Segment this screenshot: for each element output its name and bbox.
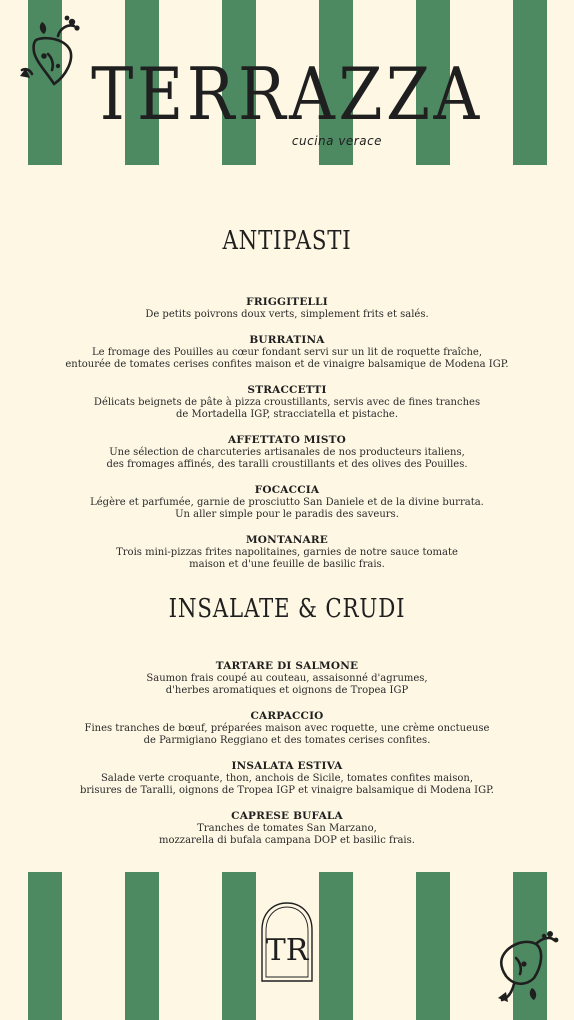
dish-name: FOCACCIA — [254, 484, 320, 496]
dish-description: Le fromage des Pouilles au cœur fondant servi sur un lit de roquette fraîche, — [91, 347, 483, 358]
monogram-letters: TR — [265, 933, 309, 968]
dish-name: BURRATINA — [249, 334, 325, 346]
section-title: INSALATE & CRUDI — [168, 594, 406, 624]
dish-name: INSALATA ESTIVA — [231, 760, 343, 772]
menu-item — [20, 384, 554, 421]
section-insalate-crudi — [20, 594, 554, 860]
dish-description: Trois mini-pizzas frites napolitaines, garnies de notre sauce tomate — [116, 547, 458, 558]
dish-name: FRIGGITELLI — [246, 296, 328, 308]
section-antipasti — [20, 226, 554, 584]
brand-tagline: cucina verace — [291, 134, 383, 148]
monogram-logo — [258, 900, 316, 984]
dish-name: CAPRESE BUFALA — [231, 810, 343, 822]
dish-description: d'herbes aromatiques et oignons de Tropea IGP — [165, 685, 409, 696]
floral-ornament-icon — [494, 928, 560, 1004]
menu-item — [20, 660, 554, 697]
menu-item — [20, 484, 554, 521]
dish-description: de Parmigiano Reggiano et des tomates cerises confites. — [143, 735, 431, 746]
dish-description: de Mortadella IGP, stracciatella et pistache. — [175, 409, 399, 420]
menu-item — [20, 296, 554, 321]
dish-name: TARTARE DI SALMONE — [215, 660, 359, 672]
header — [0, 52, 574, 148]
dish-description: des fromages affinés, des taralli croustillants et des olives des Pouilles. — [106, 459, 468, 470]
dish-description: Salade verte croquante, thon, anchois de Sicile, tomates confites maison, — [100, 773, 474, 784]
dish-description: Légère et parfumée, garnie de prosciutto San Daniele et de la divine burrata. — [90, 497, 484, 508]
dish-description: Fines tranches de bœuf, préparées maison avec roquette, une crème onctueuse — [84, 723, 490, 734]
dish-description: entourée de tomates cerises confites maison et de vinaigre balsamique de Modena IGP. — [65, 359, 509, 370]
dish-name: CARPACCIO — [250, 710, 324, 722]
dish-description: mozzarella di bufala campana DOP et basilic frais. — [159, 835, 415, 846]
menu-item — [20, 534, 554, 571]
dish-description: De petits poivrons doux verts, simplement frits et salés. — [145, 309, 429, 320]
menu-item — [20, 434, 554, 471]
dish-description: Délicats beignets de pâte à pizza croustillants, servis avec de fines tranches — [93, 397, 481, 408]
dish-name: MONTANARE — [245, 534, 329, 546]
dish-description: Un aller simple pour le paradis des saveurs. — [175, 509, 399, 520]
brand-name: TERRAZZA — [91, 52, 483, 136]
dish-description: Une sélection de charcuteries artisanales de nos producteurs italiens, — [109, 447, 465, 458]
dish-description: maison et d'une feuille de basilic frais. — [189, 559, 385, 570]
dish-description: Saumon frais coupé au couteau, assaisonné d'agrumes, — [146, 673, 428, 684]
dish-description: brisures de Taralli, oignons de Tropea IGP et vinaigre balsamique di Modena IGP. — [80, 785, 494, 796]
section-title: ANTIPASTI — [222, 226, 352, 256]
dish-name: STRACCETTI — [247, 384, 327, 396]
menu-item — [20, 710, 554, 747]
dish-description: Tranches de tomates San Marzano, — [197, 823, 377, 834]
menu-item — [20, 334, 554, 371]
menu-item — [20, 810, 554, 847]
menu-item — [20, 760, 554, 797]
dish-name: AFFETTATO MISTO — [227, 434, 346, 446]
